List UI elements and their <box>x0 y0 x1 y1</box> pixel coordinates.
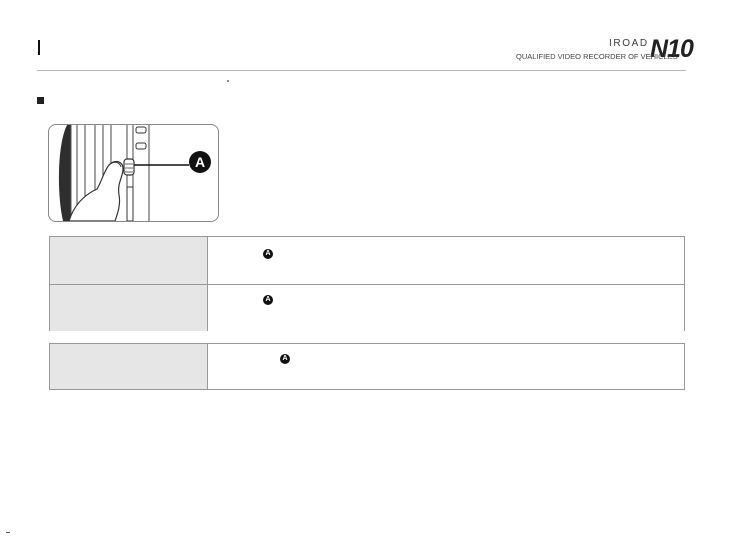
header-accent-bar <box>38 40 40 55</box>
table-cell-label <box>50 285 208 331</box>
corner-mark <box>6 532 10 533</box>
table-cell-label <box>50 237 208 284</box>
table-row <box>50 344 684 389</box>
callout-label: A <box>194 154 206 170</box>
marker-a-icon: A <box>263 249 273 259</box>
info-table-2 <box>49 343 685 390</box>
marker-a-icon: A <box>280 354 290 364</box>
table-cell-label <box>50 344 208 389</box>
table-cell-value <box>208 237 684 284</box>
info-table <box>49 236 685 331</box>
marker-a-icon: A <box>263 295 273 305</box>
brand-name: IROAD <box>609 38 649 49</box>
device-illustration <box>48 124 219 222</box>
table-cell-value <box>208 285 684 331</box>
section-bullet <box>37 97 44 104</box>
stray-dot <box>227 80 229 82</box>
table-cell-value <box>208 344 684 389</box>
brand-tagline: QUALIFIED VIDEO RECORDER OF VEHICLES <box>516 52 678 61</box>
table-row <box>50 285 684 331</box>
header-divider <box>37 70 686 71</box>
brand-model: N10 <box>650 35 693 63</box>
table-row <box>50 237 684 284</box>
